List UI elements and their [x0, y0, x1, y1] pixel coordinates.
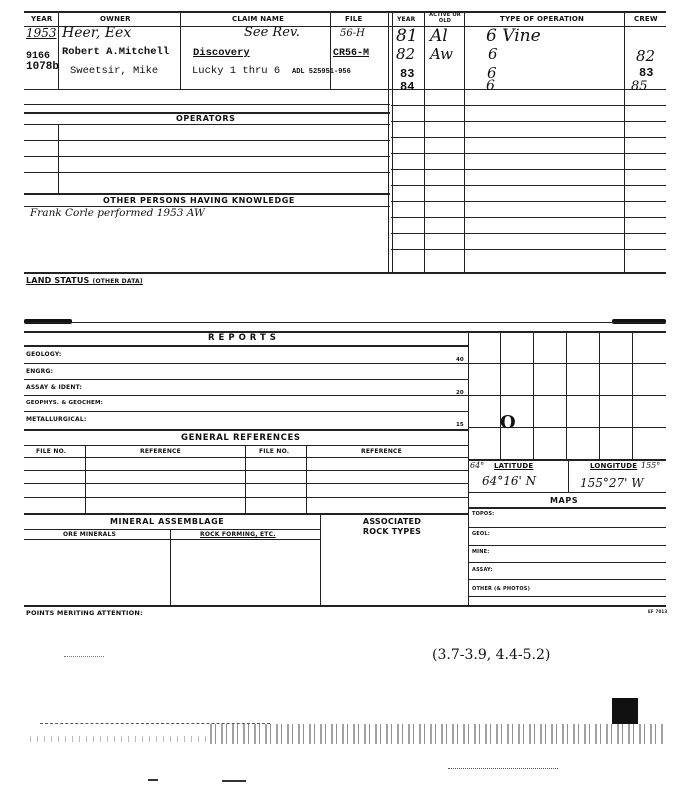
rule [24, 11, 666, 13]
rule [624, 11, 625, 272]
op-type: 6 [486, 78, 495, 94]
rule [24, 539, 320, 540]
header-type-of-operation: TYPE OF OPERATION [500, 15, 585, 23]
claim-year: 1078b [26, 61, 60, 73]
rock-forming: ROCK FORMING, ETC. [200, 531, 276, 538]
rule [24, 89, 666, 90]
land-status-label: LAND STATUS [26, 276, 90, 285]
report-geophys: GEOPHYS. & GEOCHEM: [26, 400, 104, 406]
header-year2: YEAR [397, 16, 416, 23]
op-year: 84 [400, 80, 415, 94]
rule [306, 445, 307, 513]
claim-file: CR56-M [333, 48, 370, 59]
rule [568, 459, 569, 492]
claim-name: See Rev. [244, 25, 300, 40]
rule [468, 579, 666, 580]
op-active: Aw [430, 45, 453, 63]
rule [388, 11, 389, 272]
rule [392, 11, 393, 272]
longitude-label: LONGITUDE [590, 462, 638, 470]
scan-line [64, 656, 104, 657]
op-year: 82 [396, 45, 416, 63]
op-year: 81 [396, 26, 418, 46]
rule [24, 497, 468, 498]
op-active: Al [430, 26, 448, 46]
rule [24, 124, 390, 125]
rule [320, 513, 321, 605]
rule [24, 513, 468, 515]
rule [24, 345, 468, 347]
rule [24, 395, 468, 396]
op-year: 83 [400, 67, 415, 81]
rule [170, 529, 171, 605]
rule [468, 507, 666, 509]
rule [24, 331, 666, 333]
grid-line [468, 395, 666, 396]
header-owner: OWNER [100, 15, 131, 23]
scan-mark [612, 698, 638, 724]
header-file: FILE [345, 15, 363, 23]
longitude-value: 155°27' W [580, 476, 644, 490]
report-engrg: ENGRG: [26, 368, 54, 375]
scan-line [148, 779, 158, 781]
rule [245, 445, 246, 513]
header-crew: CREW [634, 15, 658, 23]
claim-year: 1953 [26, 26, 57, 40]
rule [180, 11, 181, 89]
report-num: 40 [456, 357, 464, 363]
rule [468, 527, 666, 528]
claim-year: 9166 [26, 51, 51, 62]
rule [468, 331, 469, 605]
header-active-old: ACTIVE OR OLD [429, 12, 461, 24]
rule [468, 492, 666, 493]
land-status-title [26, 276, 143, 285]
rule [468, 545, 666, 546]
op-crew: 83 [639, 66, 654, 80]
rule [24, 172, 390, 173]
rule [85, 445, 86, 513]
mineral-assemblage-title: MINERAL ASSEMBLAGE [110, 517, 225, 526]
maps-title: MAPS [550, 496, 579, 505]
rule [24, 193, 390, 195]
claim-name: Discovery [193, 47, 250, 59]
ref-file-no: FILE NO. [36, 448, 67, 455]
general-references-title: GENERAL REFERENCES [181, 433, 301, 443]
rule [24, 529, 320, 530]
report-num: 20 [456, 390, 464, 396]
rule [58, 11, 59, 89]
op-type: 6 [487, 64, 497, 82]
rule [58, 124, 59, 193]
points-meriting-attention: POINTS MERITING ATTENTION: [26, 609, 143, 617]
scan-line [40, 723, 270, 724]
rule [24, 379, 468, 380]
rule [24, 470, 468, 471]
other-persons-note: Frank Corle performed 1953 AW [30, 207, 205, 219]
rule [24, 411, 468, 412]
rule [24, 457, 468, 458]
scan-smudge [30, 736, 210, 742]
rule [24, 104, 390, 105]
rule [468, 459, 666, 461]
other-persons-title: OTHER PERSONS HAVING KNOWLEDGE [103, 196, 295, 205]
claim-owner: Robert A.Mitchell [62, 46, 170, 58]
lat-deg: 64° [470, 461, 485, 470]
reports-title: REPORTS [208, 333, 280, 343]
rule [24, 429, 468, 431]
claim-file: 56-H [340, 28, 365, 39]
ref-reference: REFERENCE [140, 448, 181, 455]
rule [330, 11, 331, 89]
scan-line [448, 768, 558, 769]
maps-geol: GEOL: [472, 531, 490, 537]
operators-title: OPERATORS [176, 114, 236, 123]
rule [24, 156, 390, 157]
latitude-value: 64°16' N [482, 474, 537, 488]
rule [24, 605, 666, 607]
report-assay: ASSAY & IDENT: [26, 384, 83, 391]
scan-smudge [210, 724, 666, 744]
rule [464, 11, 465, 272]
handwritten-ratio: (3.7-3.9, 4.4-5.2) [432, 647, 551, 663]
claim-owner: Heer, Eex [62, 25, 132, 41]
maps-other: OTHER (& PHOTOS) [472, 586, 531, 592]
rule [468, 596, 666, 597]
long-deg: 155° [641, 461, 661, 470]
scan-line [222, 780, 246, 782]
form-number: EF 7013 [648, 609, 668, 614]
rule [24, 272, 666, 274]
rule [468, 562, 666, 563]
maps-topos: TOPOS: [472, 511, 495, 517]
grid-line [468, 427, 666, 428]
ore-minerals: ORE MINERALS [63, 531, 117, 538]
claim-owner: Sweetsir, Mike [70, 65, 159, 77]
header-year: YEAR [31, 15, 53, 23]
header-claim-name: CLAIM NAME [232, 15, 285, 23]
rule [424, 11, 425, 272]
grid-line [468, 363, 666, 364]
report-num: 15 [456, 422, 464, 428]
map-location-mark: O [500, 412, 516, 433]
rule [24, 445, 468, 446]
rule [24, 483, 468, 484]
claim-name: Lucky 1 thru 6 [192, 65, 281, 77]
maps-assay: ASSAY: [472, 567, 493, 573]
rule [24, 322, 666, 323]
claim-file: ADL 525951-956 [292, 68, 351, 76]
report-geology: GEOLOGY: [26, 351, 62, 358]
op-crew: 85 [631, 79, 648, 94]
maps-mine: MINE: [472, 549, 490, 555]
ref-file-no-2: FILE NO. [259, 448, 290, 455]
latitude-label: LATITUDE [494, 462, 534, 470]
land-status-sub: (OTHER DATA) [92, 278, 143, 285]
rule [24, 363, 468, 364]
op-crew: 82 [636, 47, 656, 65]
report-metallurgical: METALLURGICAL: [26, 416, 87, 423]
ref-reference-2: REFERENCE [361, 448, 402, 455]
assoc-rock-types: ASSOCIATED ROCK TYPES [362, 517, 422, 536]
rule [24, 140, 390, 141]
op-type: 6 [488, 45, 498, 63]
op-type: 6 Vine [486, 26, 541, 46]
